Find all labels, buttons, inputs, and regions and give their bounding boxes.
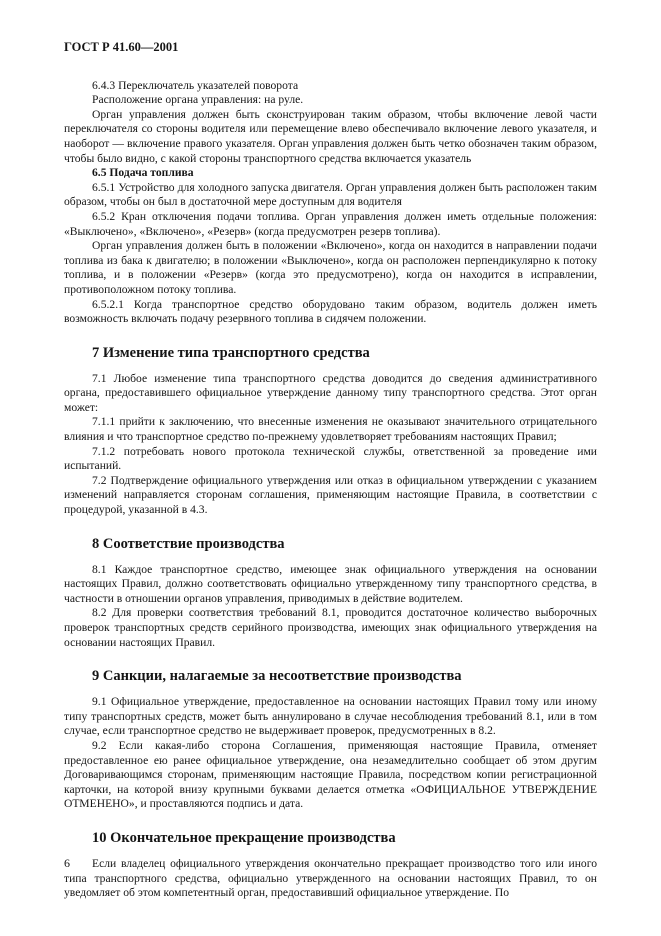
section-heading: 10 Окончательное прекращение производства	[92, 829, 396, 846]
paragraph: 7.2 Подтверждение официального утверждения или отказ в официальном утверждении с указанием изменений направляется сторонам соглашения, применяющим настоящие Правила, в соответствии с процедурой, указанной в 4.3.	[64, 473, 597, 517]
paragraph: 9.1 Официальное утверждение, предоставленное на основании настоящих Правил тому или иному типу транспортных средств, может быть аннулировано в случае несоблюдения требований 8.1, или в том случае, если транспортное средство не выдерживает проверок, предусмотренных в 8.2.	[64, 695, 597, 738]
paragraph: 7.1.2 потребовать нового протокола технической службы, ответственной за проведение ими испытаний.	[64, 444, 597, 473]
paragraph: 6.5.1 Устройство для холодного запуска двигателя. Орган управления должен быть расположен таким образом, чтобы он был в достаточной мере доступным для водителя	[64, 180, 597, 209]
section-heading: 9 Санкции, налагаемые за несоответствие производства	[92, 668, 462, 685]
paragraph: 8.1 Каждое транспортное средство, имеющее знак официального утверждения на основании настоящих Правил, должно соответствовать официально утвержденному типу транспортного средства, в частности в отношении органов управления, приводимых в действие водителем.	[64, 562, 597, 605]
paragraph: Орган управления должен быть в положении «Включено», когда он находится в направлении подачи топлива из бака к двигателю; в положении «Выключено», когда он расположен перпендикулярно к потоку топлива, и в положении «Резерв» (когда это предусмотрено), когда он находится в исправлении, противоположном потоку топлива.	[64, 239, 597, 296]
page-number: 6	[64, 856, 70, 870]
subsection-heading: 6.5 Подача топлива	[92, 166, 194, 180]
paragraph: 9.2 Если какая-либо сторона Соглашения, применяющая настоящие Правила, отменяет предоставленное ею ранее официальное утверждение, она незамедлительно сообщает об этом другим Договаривающимся сторонам, применяющим настоящие Правила, посредством копии регистрационной карточки, на которой внизу крупными буквами делается отметка «ОФИЦИАЛЬНОЕ УТВЕРЖДЕНИЕ ОТМЕНЕНО», и проставляются подпись и дата.	[64, 738, 597, 811]
document-body	[64, 79, 597, 901]
paragraph: 7.1.1 прийти к заключению, что внесенные изменения не оказывают значительного отрицательного влияния и что транспортное средство по-прежнему удовлетворяет требованиям настоящих Правил;	[64, 415, 597, 444]
paragraph: Если владелец официального утверждения окончательно прекращает производство того или иного типа транспортного средства, официально утвержденного на основании настоящих Правил, то он уведомляет об этом компетентный орган, предоставивший официальное утверждение. По	[64, 856, 597, 900]
paragraph: 6.5.2.1 Когда транспортное средство оборудовано таким образом, водитель должен иметь возможность включать подачу резервного топлива в сидячем положении.	[64, 297, 597, 326]
paragraph: 6.4.3 Переключатель указателей поворота	[92, 78, 299, 92]
section-heading: 8 Соответствие производства	[92, 535, 285, 552]
document-header: ГОСТ Р 41.60—2001	[64, 40, 179, 54]
paragraph: Орган управления должен быть сконструирован таким образом, чтобы включение левой части переключателя со стороны водителя или перемещение влево обеспечивало включение левого указателя, и наоборот — включение правого указателя. Орган управления должен быть четко обозначен таким образом, чтобы было видно, с какой стороны транспортного средства включается указатель	[64, 107, 597, 165]
section-heading: 7 Изменение типа транспортного средства	[92, 344, 370, 361]
paragraph: 6.5.2 Кран отключения подачи топлива. Орган управления должен иметь отдельные положения: «Выключено», «Включено», «Резерв» (когда предусмотрен резерв топлива).	[64, 209, 597, 238]
paragraph: 7.1 Любое изменение типа транспортного средства доводится до сведения административного органа, предоставившего официальное утверждение данному типу транспортного средства. Этот орган может:	[64, 371, 597, 414]
paragraph: 8.2 Для проверки соответствия требований 8.1, проводится достаточное количество выборочных проверок транспортных средств серийного производства, имеющих знак официального утверждения на основании настоящих Правил.	[64, 606, 597, 649]
paragraph: Расположение органа управления: на руле.	[92, 93, 304, 107]
